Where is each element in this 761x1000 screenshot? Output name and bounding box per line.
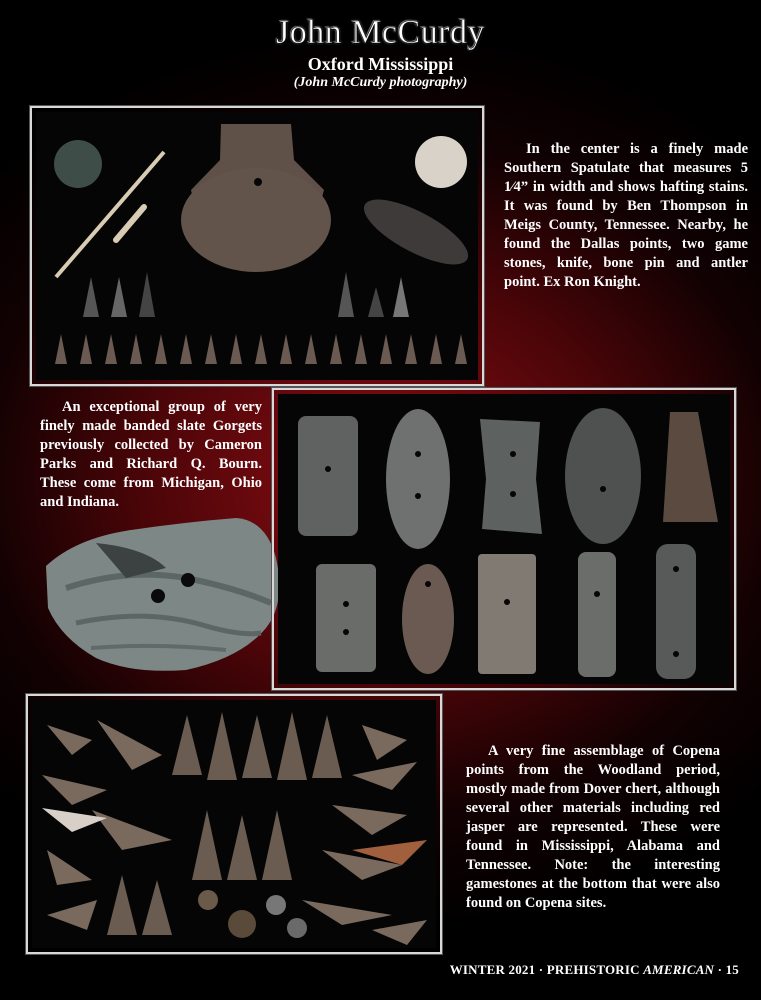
page-title: John McCurdy [275, 14, 486, 51]
spatulate-photo-frame [30, 106, 484, 386]
page-header [0, 14, 761, 91]
copena-photo-frame [26, 694, 442, 954]
footer-page-number: · 15 [714, 962, 739, 977]
photo-credit: (John McCurdy photography) [293, 75, 468, 90]
page-footer [450, 962, 739, 978]
gorgets-photo [278, 394, 730, 684]
footer-issue: WINTER 2021 · PREHISTORIC [449, 962, 644, 977]
large-gorget-image [36, 508, 288, 674]
spatulate-photo [36, 112, 478, 380]
page-subtitle: Oxford Mississippi [307, 54, 454, 74]
gorgets-caption: An exceptional group of very finely made banded slate Gorgets previously collected by Cameron Parks and Richard Q. Bourn. These come from Michigan, Ohio and Indiana. [40, 399, 262, 510]
footer-magazine: AMERICAN [643, 962, 715, 977]
spatulate-caption: In the center is a finely made Southern Spatulate that measures 5 1⁄4” in width and shows hafting stains. It was found by Ben Thompson in Meigs County, Tennessee. Nearby, he found the Dallas points, two game stones, knife, bone pin and antler point. Ex Ron Knight. [504, 141, 748, 290]
copena-photo [32, 700, 436, 948]
gorgets-photo-frame [272, 388, 736, 690]
copena-caption: A very fine assemblage of Copena points from the Woodland period, mostly made from Dover chert, although several other materials including red jasper are represented. These were found in Mississippi, Alabama and Tennessee. Note: the interesting gamestones at the bottom that were also found on Copena sites. [466, 743, 720, 911]
